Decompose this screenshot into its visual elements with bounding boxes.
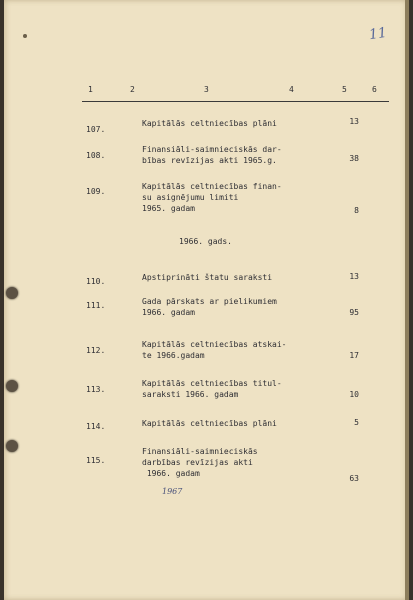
column-header-4: 4 (289, 85, 294, 94)
entry-title: Finansiāli-saimnieciskās dar- bības revīzijas akti 1965.g. (142, 145, 282, 165)
column-header-1: 1 (88, 85, 93, 94)
entry-title: Apstiprināti štatu saraksti (142, 273, 273, 282)
section-heading: 1966. gads. (179, 237, 232, 246)
entry-sheet-count: 8 (354, 206, 359, 215)
binder-hole (6, 287, 18, 299)
entry-sheet-count: 95 (349, 308, 359, 317)
entry-sheet-count: 63 (349, 474, 359, 483)
entry-number: 109. (86, 187, 106, 196)
archive-page (4, 0, 409, 600)
entry-number: 115. (86, 456, 106, 465)
entry-sheet-count: 10 (349, 390, 359, 399)
header-rule (82, 101, 389, 102)
punch-mark (23, 34, 27, 38)
entry-sheet-count: 13 (349, 272, 359, 281)
folio-number: 11 (368, 24, 389, 44)
entry-sheet-count: 13 (349, 117, 359, 126)
column-header-2: 2 (130, 85, 135, 94)
entry-sheet-count: 5 (354, 418, 359, 427)
entry-number: 112. (86, 346, 106, 355)
entry-number: 110. (86, 277, 106, 286)
column-header-3: 3 (204, 85, 209, 94)
binder-hole (6, 380, 18, 392)
entry-title: Kapitālās celtniecības plāni (142, 119, 277, 128)
page-edge (405, 0, 409, 600)
entry-title: Kapitālās celtniecības titul- saraksti 1966. gadam (142, 379, 282, 399)
entry-title: Gada pārskats ar pielikumiem 1966. gadam (142, 297, 277, 317)
entry-title: Kapitālās celtniecības finan- su asignējumu limiti 1965. gadam (142, 182, 282, 213)
entry-number: 108. (86, 151, 106, 160)
binder-hole (6, 440, 18, 452)
handwritten-correction: 1967 (162, 487, 183, 496)
entry-number: 111. (86, 301, 106, 310)
entry-title: Kapitālās celtniecības plāni (142, 419, 277, 428)
entry-number: 107. (86, 125, 106, 134)
entry-sheet-count: 17 (349, 351, 359, 360)
entry-title: Kapitālās celtniecības atskai- te 1966.gadam (142, 340, 287, 360)
entry-title: Finansiāli-saimnieciskās darbības revīzijas akti 1966. gadam (142, 447, 258, 478)
entry-number: 113. (86, 385, 106, 394)
entry-sheet-count: 38 (349, 154, 359, 163)
column-header-6: 6 (372, 85, 377, 94)
column-header-5: 5 (342, 85, 347, 94)
entry-number: 114. (86, 422, 106, 431)
